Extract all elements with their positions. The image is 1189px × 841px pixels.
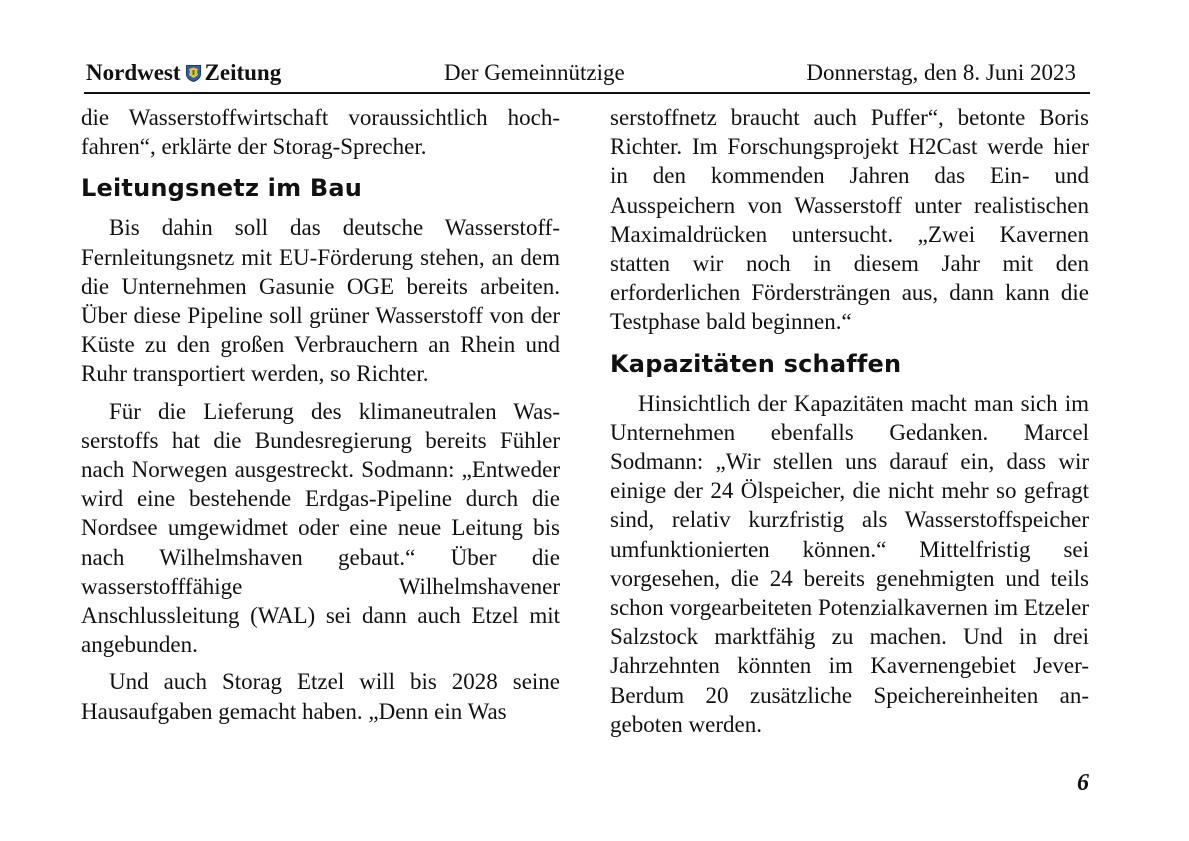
continued-paragraph: die Wasserstoffwirtschaft voraussichtlich hochfahren“, erklärte der Storag-Sprecher. [81, 105, 560, 160]
body-paragraph: Und auch Storag Etzel will bis 2028 seine Hausaufgaben gemacht haben. „Denn ein Was [81, 669, 560, 724]
section-heading: Kapazitäten schaffen [610, 349, 902, 378]
left-column [81, 103, 560, 734]
masthead-name-part1: Nordwest [86, 60, 181, 85]
masthead-name-part2: Zeitung [204, 60, 282, 85]
body-paragraph: Bis dahin soll das deutsche Wasserstoff-Fernleitungsnetz mit EU-Förderung stehen, an dem die Unternehmen Gasunie OGE bereits arbeiten. Über diese Pipeline soll grüner Wasserstoff von der Küste zu den großen Verbrauchern an Rhein und Ruhr transportiert werden, so Richter. [81, 215, 560, 387]
page-number: 6 [1077, 770, 1089, 796]
newspaper-masthead [86, 60, 281, 86]
body-paragraph: Für die Lieferung des klimaneutralen Wasserstoffs hat die Bundesregierung bereits Fühler nach Norwegen ausgestreckt. Sodmann: „Entweder wird eine bestehende Erdgas-Pipeline durch die Nordsee umgewidmet oder eine neue Leitung bis nach Wilhelmshaven gebaut.“ Über die wasserstofffähige Wilhelmshavener Anschlussleitung (WAL) sei dann auch Etzel mit angebunden. [81, 398, 560, 658]
issue-date: Donnerstag, den 8. Juni 2023 [806, 60, 1076, 85]
coat-of-arms-icon [186, 65, 201, 82]
supplement-title: Der Gemeinnützige [444, 60, 625, 85]
continued-paragraph: serstoffnetz braucht auch Puffer“, betonte Boris Richter. Im Forschungsprojekt H2Cast werde hier in den kommenden Jahren das Ein- und Ausspeichern von Wasserstoff unter realistischen Maximaldrücken untersucht. „Zwei Kavernen statten wir noch in diesem Jahr mit den erforderlichen Fördersträngen aus, dann kann die Testphase bald beginnen.“ [610, 105, 1089, 335]
right-column [610, 103, 1089, 747]
body-paragraph: Hinsichtlich der Kapazitäten macht man sich im Unternehmen ebenfalls Gedanken. Marcel Sodmann: „Wir stellen uns darauf ein, dass wir einige der 24 Ölspeicher, die nicht mehr so gefragt sind, relativ kurzfristig als Wasserstoffspeicher umfunktionierten können.“ Mittelfristig sei vorgesehen, die 24 bereits genehmigten und teils schon vorgearbeiteten Potenzialkavernen im Etzeler Salzstock marktfähig zu machen. Und in drei Jahrzehnten könnten im Kavernengebiet Jever-Berdum 20 zusätzliche Speichereinheiten angeboten werden. [610, 390, 1089, 737]
page-header [84, 52, 1090, 94]
section-heading: Leitungsnetz im Bau [81, 174, 363, 203]
